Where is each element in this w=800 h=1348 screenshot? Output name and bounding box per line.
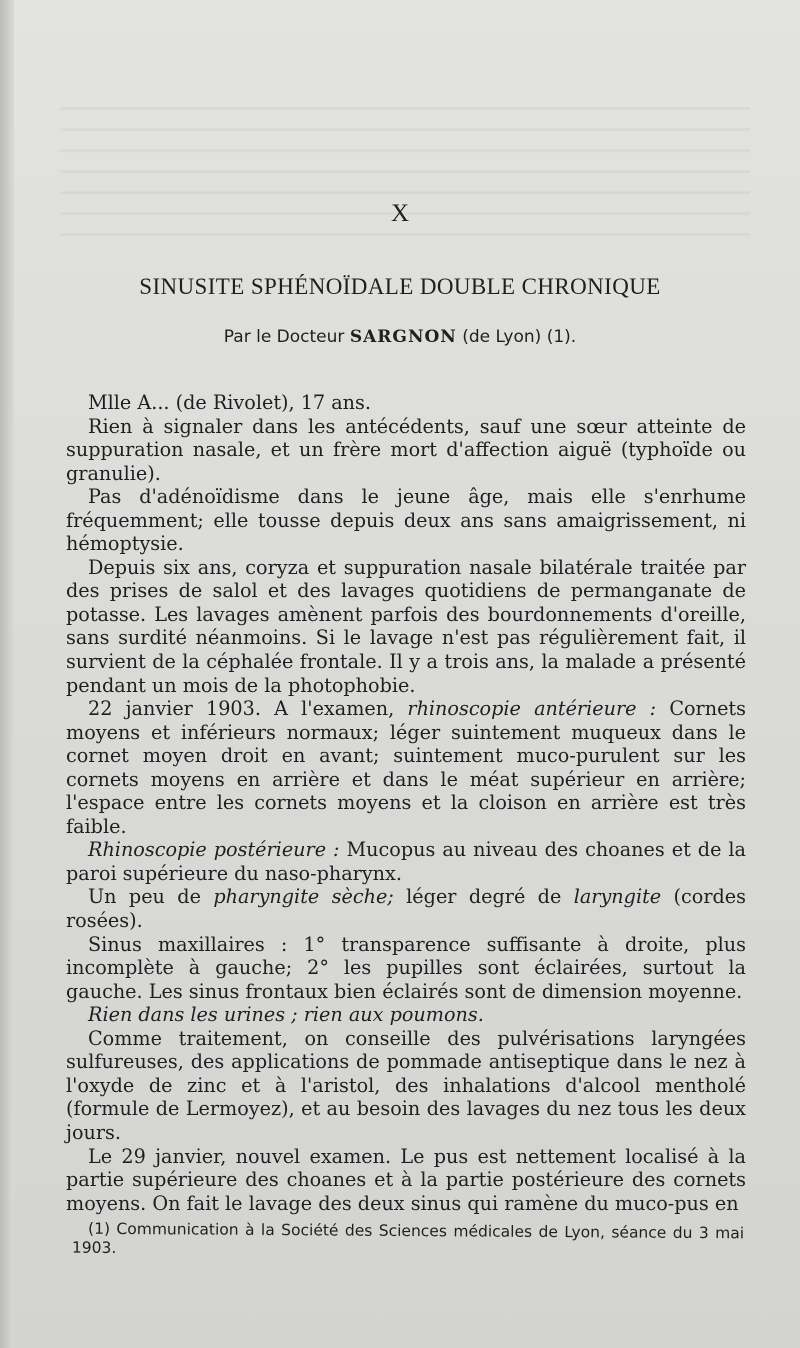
byline-suffix: (de Lyon) (1). (462, 327, 577, 347)
paragraph: Mlle A... (de Rivolet), 17 ans. (88, 391, 371, 414)
text-run: 22 janvier 1903. A l'examen, (88, 697, 395, 721)
text-run: léger degré de (406, 885, 562, 909)
chapter-number: X (390, 200, 410, 227)
paragraph: Comme traitement, on conseille des pulvérisations laryngées sulfureuses, des applications de pommade antiseptique dans le nez à l'oxyde de zinc et à l'aristol, des inhalations d'alcool mentholé (formule de Lermoyez), et au besoin des lavages du nez tous les deux jours. (66, 1026, 746, 1144)
paragraph: Rien dans les urines ; rien aux poumons. (88, 1003, 484, 1027)
paragraph: Le 29 janvier, nouvel examen. Le pus est nettement localisé à la partie supérieure des choanes et à la partie postérieure des cornets moyens. On fait le lavage des deux sinus qui ramène du muco-pus en (66, 1144, 746, 1215)
italic-run: Rhinoscopie postérieure : (88, 838, 340, 862)
paragraph (66, 838, 746, 885)
text-run: Mucopus au niveau des choanes et de la paroi supérieure du naso-pharynx. (66, 838, 746, 885)
article-title: SINUSITE SPHÉNOÏDALE DOUBLE CHRONIQUE (139, 274, 661, 299)
author-name: SARGNON (349, 327, 457, 347)
text-run: (cordes rosées). (66, 885, 746, 933)
byline-prefix: Par le Docteur (223, 327, 345, 347)
paragraph: Sinus maxillaires : 1° transparence suffisante à droite, plus incomplète à gauche; 2° les pupilles sont éclairées, surtout la gauche. Les sinus frontaux bien éclairés sont de dimension moyenne. (66, 932, 746, 1003)
paragraph: Rien à signaler dans les antécédents, sauf une sœur atteinte de suppuration nasale, et un frère mort d'affection aiguë (typhoïde ou granulie). (66, 414, 746, 485)
byline (0, 327, 800, 347)
text-run: Un peu de (88, 885, 201, 909)
paragraph (66, 885, 746, 932)
paragraph: Depuis six ans, coryza et suppuration nasale bilatérale traitée par des prises de salol et des lavages quotidiens de permanganate de potasse. Les lavages amènent parfois des bourdonnements d'oreille, sans surdité néanmoins. Si le lavage n'est pas régulièrement fait, il survient de la céphalée frontale. Il y a trois ans, la malade a présenté pendant un mois de la photophobie. (66, 555, 746, 697)
paragraph (66, 697, 746, 838)
italic-run: rhinoscopie antérieure : (407, 697, 657, 721)
italic-run: laryngite (573, 885, 662, 909)
italic-run: pharyngite sèche; (213, 885, 394, 909)
footnote (72, 1220, 744, 1263)
text-run: Cornets moyens et inférieurs normaux; léger suintement muqueux dans le cornet moyen droit en avant; suintement muco-purulent sur les cornets moyens en arrière et dans le méat supérieur en arrière; l'espace entre les cornets moyens et la cloison en arrière est très faible. (66, 697, 746, 838)
paragraph: Pas d'adénoïdisme dans le jeune âge, mais elle s'enrhume fréquemment; elle tousse depuis deux ans sans amaigrissement, ni hémoptysie. (66, 485, 746, 556)
footnote-text: (1) Communication à la Société des Sciences médicales de Lyon, séance du 3 mai 1903. (71, 1219, 745, 1257)
body-text (66, 391, 746, 1215)
